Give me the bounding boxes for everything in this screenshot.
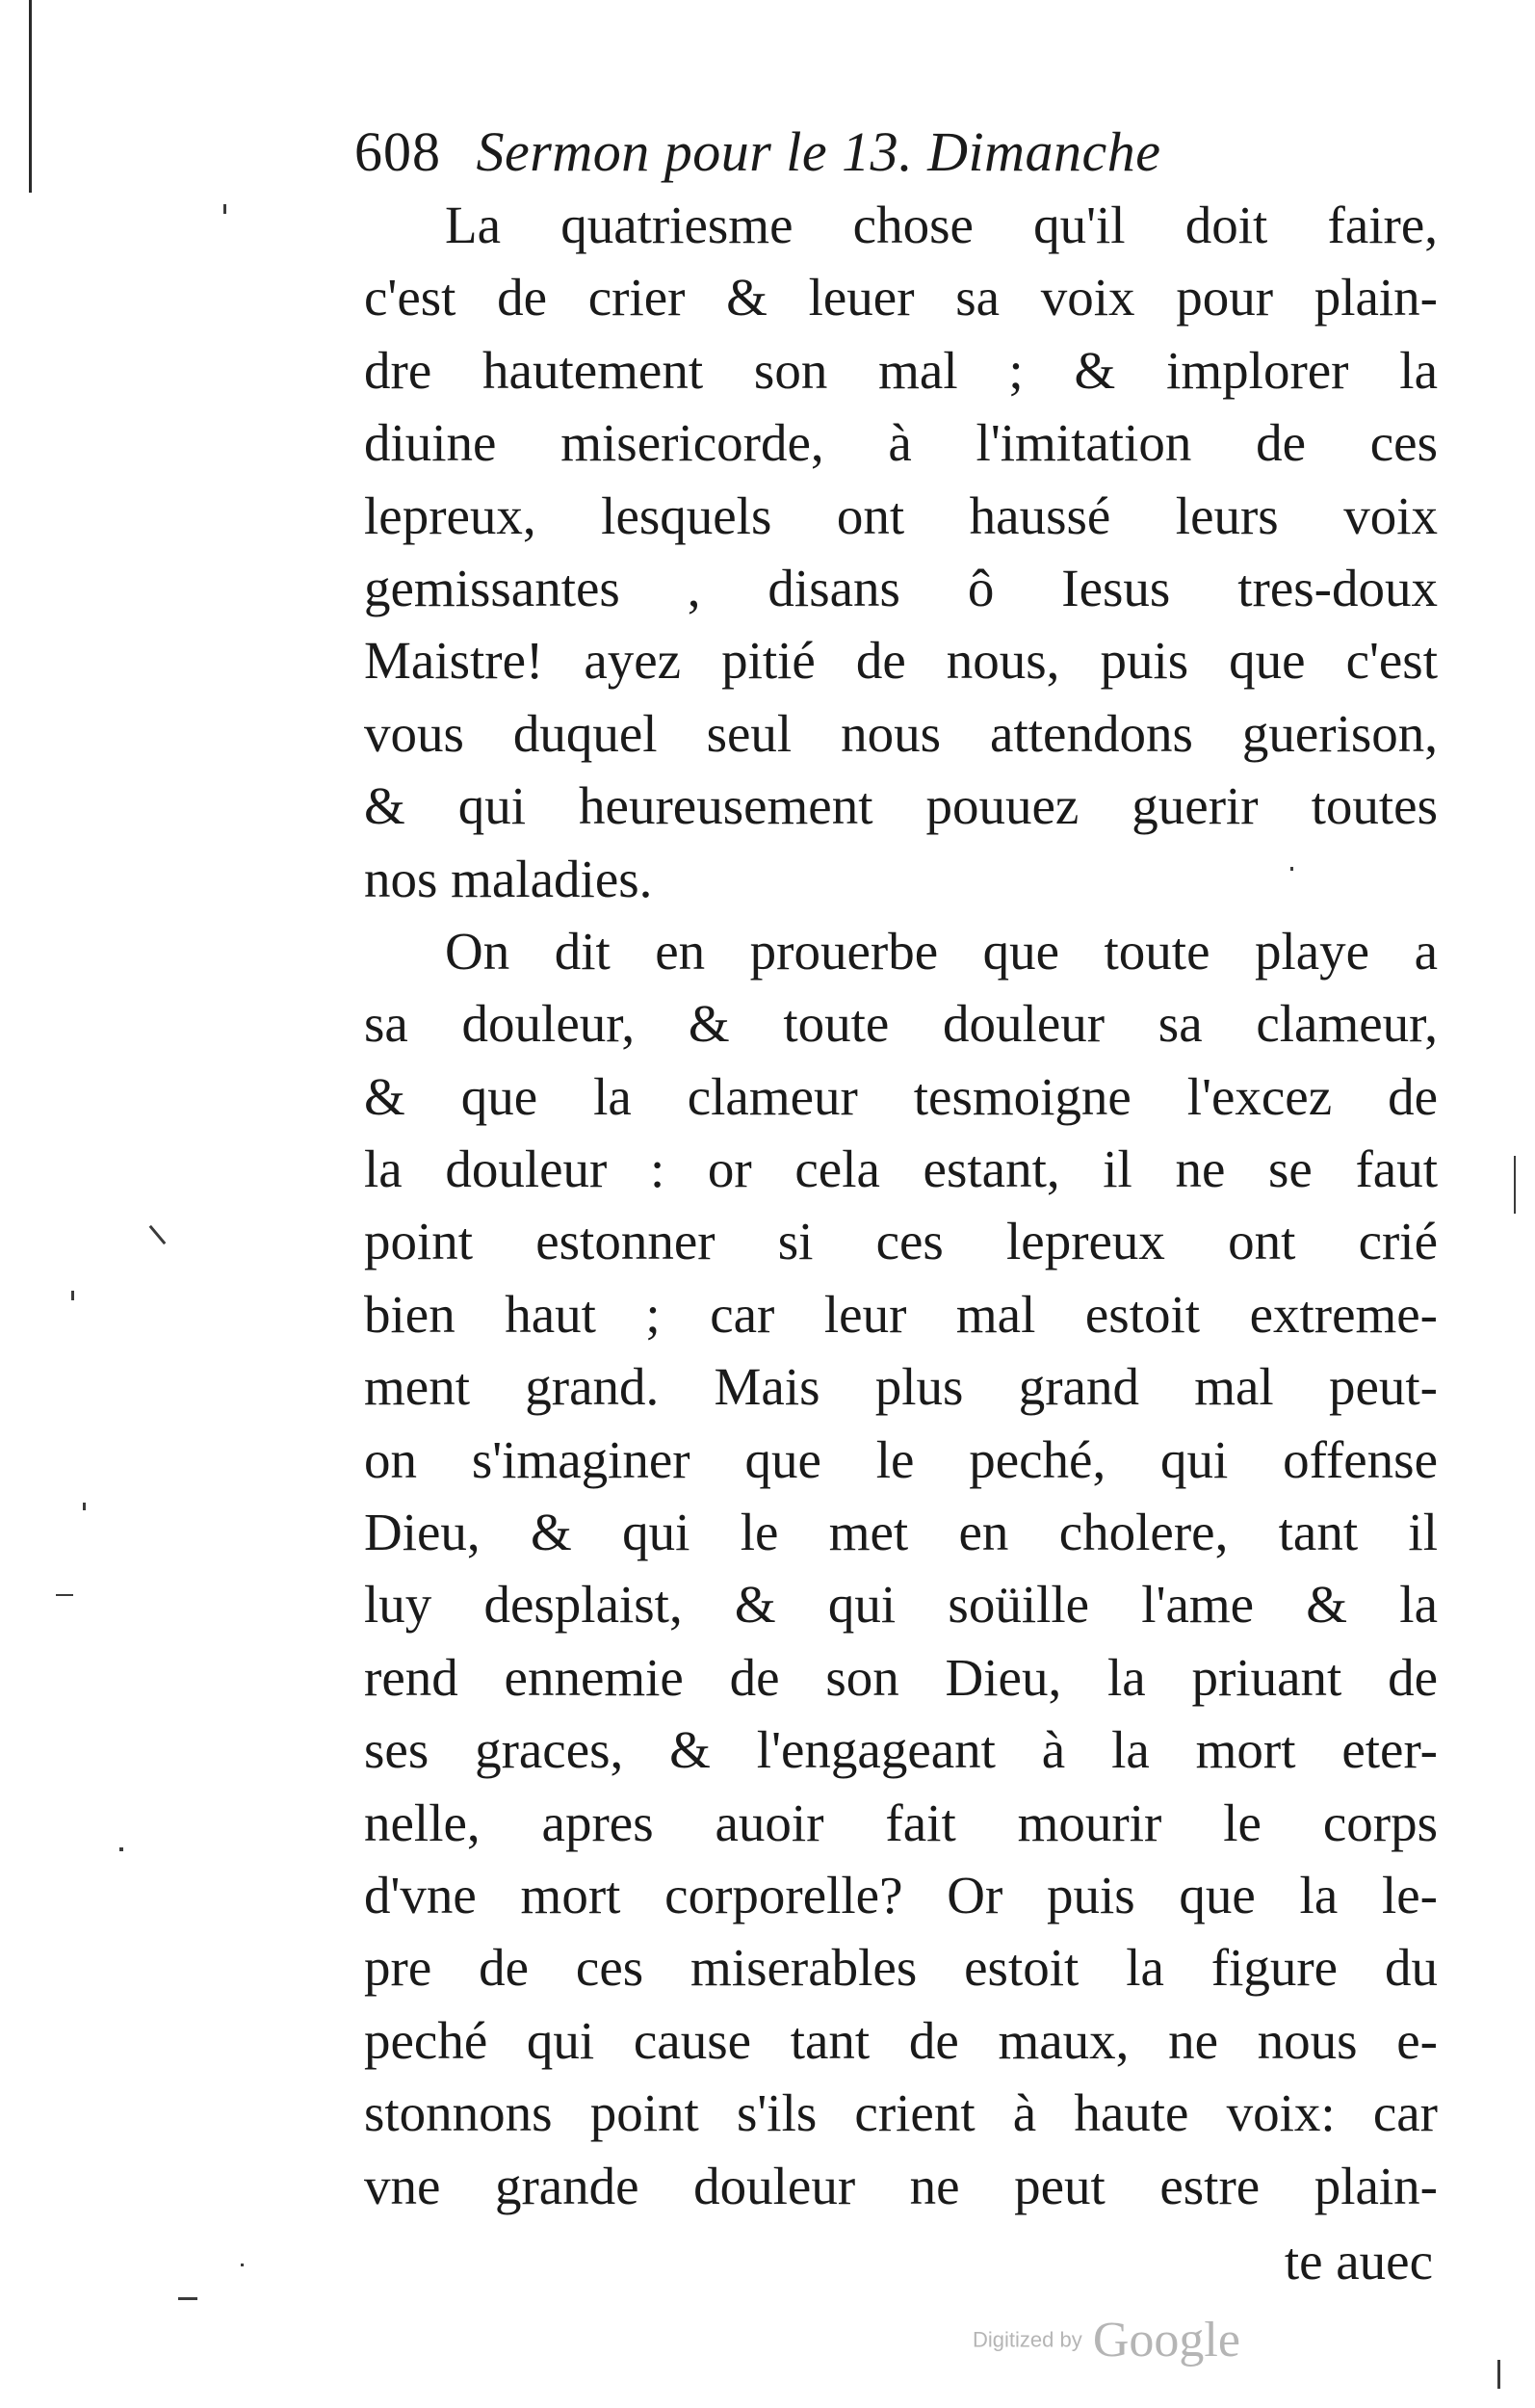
text-line: la douleur : or cela estant, il ne se faut xyxy=(364,1139,1438,1199)
text-line: c'est de crier & leuer sa voix pour plain- xyxy=(364,268,1438,327)
scan-speck xyxy=(223,204,226,214)
text-line: stonnons point s'ils crient à haute voix: car xyxy=(364,2083,1438,2143)
watermark-brand: Google xyxy=(1092,2313,1240,2368)
text-line: diuine misericorde, à l'imitation de ces xyxy=(364,413,1438,473)
scan-speck xyxy=(119,1847,123,1851)
scan-speck xyxy=(149,1225,167,1244)
scan-speck xyxy=(83,1503,86,1510)
text-line: Dieu, & qui le met en cholere, tant il xyxy=(364,1503,1438,1562)
digitized-watermark xyxy=(973,2312,1240,2379)
scan-speck xyxy=(1290,867,1293,871)
text-line: rend ennemie de son Dieu, la priuant de xyxy=(364,1647,1438,1707)
text-line: ment grand. Mais plus grand mal peut- xyxy=(364,1357,1438,1417)
text-line: vous duquel seul nous attendons guerison, xyxy=(364,703,1438,763)
text-line: pre de ces miserables estoit la figure du xyxy=(364,1938,1438,1998)
scan-speck xyxy=(1514,1156,1516,1214)
text-line: ses graces, & l'engageant à la mort eter- xyxy=(364,1720,1438,1780)
text-line: on s'imaginer que le peché, qui offense xyxy=(364,1429,1438,1489)
scan-edge-line xyxy=(29,0,32,193)
text-line: & que la clameur tesmoigne l'excez de xyxy=(364,1066,1438,1126)
body-text xyxy=(364,189,1438,2222)
text-line: nelle, apres auoir fait mourir le corps xyxy=(364,1793,1438,1852)
text-line: vne grande douleur ne peut estre plain- xyxy=(364,2156,1438,2215)
text-line: On dit en prouerbe que toute playe a xyxy=(445,921,1438,981)
catchword: te auec xyxy=(1284,2232,1433,2290)
text-line: luy desplaist, & qui soüille l'ame & la xyxy=(364,1575,1438,1635)
page-header xyxy=(354,114,1337,191)
page-number: 608 xyxy=(354,120,441,183)
text-line: point estonner si ces lepreux ont crié xyxy=(364,1212,1438,1271)
text-line: lepreux, lesquels ont haussé leurs voix xyxy=(364,485,1438,545)
text-line: gemissantes , disans ô Iesus tres-doux xyxy=(364,558,1438,617)
running-title: Sermon pour le 13. Dimanche xyxy=(476,120,1161,183)
scan-speck xyxy=(178,2297,197,2300)
watermark-prefix: Digitized by xyxy=(973,2327,1082,2352)
text-line: nos maladies. xyxy=(364,849,653,908)
scan-speck xyxy=(241,2264,244,2266)
scan-speck xyxy=(1497,2360,1500,2389)
text-line: bien haut ; car leur mal estoit extreme- xyxy=(364,1284,1438,1344)
scan-speck xyxy=(71,1291,74,1300)
text-line: peché qui cause tant de maux, ne nous e- xyxy=(364,2010,1438,2070)
text-line: La quatriesme chose qu'il doit faire, xyxy=(445,196,1438,254)
text-line: Maistre! ayez pitié de nous, puis que c'est xyxy=(364,631,1438,691)
text-line: dre hautement son mal ; & implorer la xyxy=(364,340,1438,400)
text-line: & qui heureusement pouuez guerir toutes xyxy=(364,776,1438,836)
text-line: sa douleur, & toute douleur sa clameur, xyxy=(364,994,1438,1054)
text-line: d'vne mort corporelle? Or puis que la le- xyxy=(364,1865,1438,1924)
scan-speck xyxy=(56,1594,73,1596)
